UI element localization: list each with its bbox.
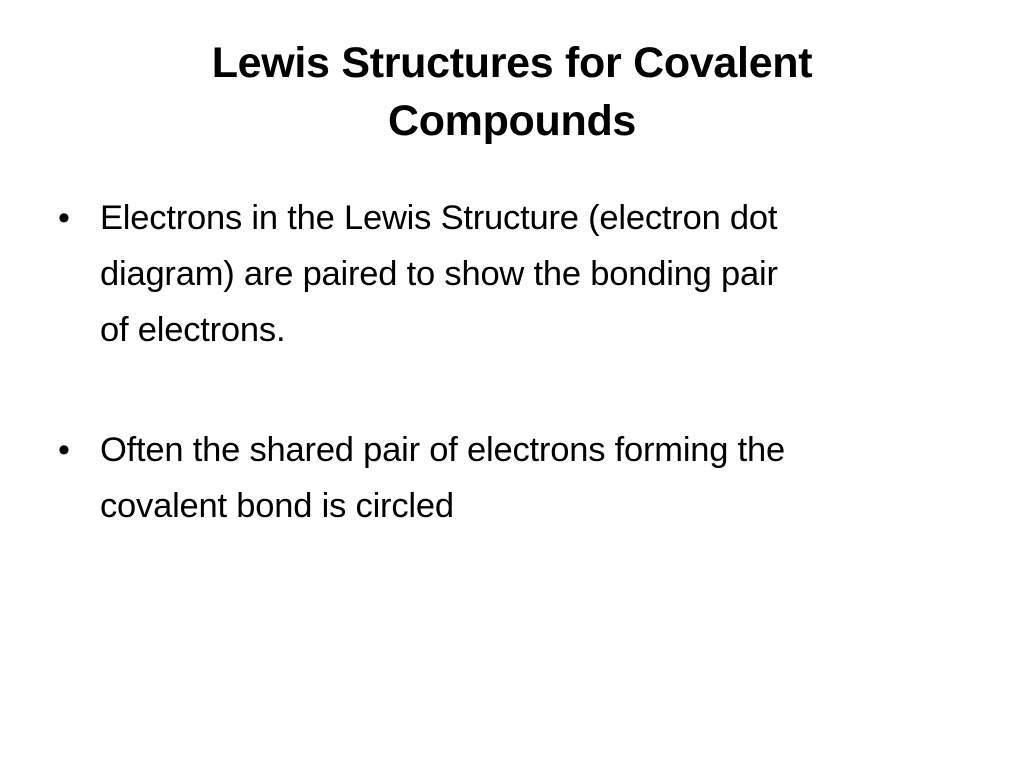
bullet-text-line: Electrons in the Lewis Structure (electron dot [100,199,778,237]
bullet-icon: • [58,431,70,469]
bullet-item [58,190,978,358]
bullet-icon: • [58,199,70,237]
bullet-list [58,190,978,534]
slide-title [100,34,924,150]
slide-title-line: Compounds [387,97,637,145]
bullet-item [58,422,978,534]
bullet-text-line: Often the shared pair of electrons forming the [100,431,786,469]
slide-title-line: Lewis Structures for Covalent [211,39,813,87]
bullet-text-line: covalent bond is circled [100,487,454,525]
bullet-text-line: of electrons. [100,311,286,349]
bullet-text-line: diagram) are paired to show the bonding pair [100,255,778,293]
